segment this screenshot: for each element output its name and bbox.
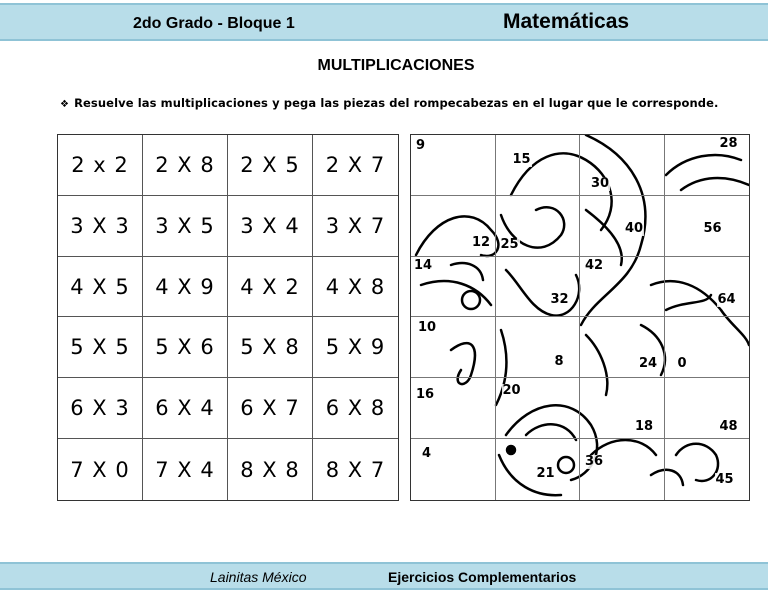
piece-number: 25	[500, 236, 519, 252]
operation-cell: 3 X 7	[313, 196, 398, 257]
piece-number: 32	[550, 291, 569, 307]
operation-cell: 8 X 8	[228, 439, 313, 500]
puzzle-grid	[411, 135, 749, 500]
piece-number: 45	[715, 472, 734, 488]
puzzle-piece[interactable]	[496, 439, 581, 500]
piece-number: 9	[416, 138, 426, 153]
piece-number: 21	[536, 466, 555, 482]
operations-grid	[57, 134, 399, 501]
puzzle-piece[interactable]	[580, 257, 665, 318]
puzzle-piece[interactable]	[411, 196, 496, 257]
operation-cell: 2 X 5	[228, 135, 313, 196]
puzzle-piece[interactable]	[580, 135, 665, 196]
header-band	[0, 3, 768, 41]
puzzle-piece[interactable]	[496, 257, 581, 318]
puzzle-piece[interactable]	[580, 439, 665, 500]
grade-label: 2do Grado - Bloque 1	[133, 15, 295, 32]
diamond-bullet-icon: ❖	[60, 99, 70, 110]
operation-cell: 6 X 3	[58, 378, 143, 439]
puzzle-piece[interactable]	[665, 378, 750, 439]
puzzle-piece[interactable]	[411, 135, 496, 196]
puzzle-piece[interactable]	[665, 135, 750, 196]
puzzle-piece[interactable]	[580, 317, 665, 378]
puzzle-piece[interactable]	[665, 257, 750, 318]
puzzle-piece[interactable]	[411, 439, 496, 500]
piece-number: 8	[554, 354, 564, 370]
operation-cell: 8 X 7	[325, 457, 386, 482]
operation-cell: 5 X 5	[58, 317, 143, 378]
operation-cell: 6 X 4	[143, 378, 228, 439]
piece-number: 40	[625, 220, 644, 236]
piece-number: 10	[418, 320, 437, 336]
piece-number: 24	[639, 356, 658, 372]
piece-number: 20	[502, 383, 521, 399]
piece-number: 15	[512, 152, 531, 167]
piece-number: 56	[703, 220, 722, 236]
footer-band	[0, 562, 768, 590]
operation-cell: 5 X 6	[143, 317, 228, 378]
operation-cell: 6 X 7	[228, 378, 313, 439]
piece-number: 14	[414, 257, 433, 273]
piece-number: 48	[719, 419, 738, 435]
piece-number: 0	[677, 356, 687, 372]
piece-number: 4	[422, 446, 432, 462]
puzzle-board	[410, 134, 750, 501]
footer-series: Ejercicios Complementarios	[388, 569, 577, 585]
operation-cell: 4 X 9	[143, 257, 228, 318]
piece-number: 42	[585, 257, 604, 273]
puzzle-piece[interactable]	[665, 439, 750, 500]
instruction	[60, 96, 718, 110]
operation-cell: 7 X 4	[143, 439, 228, 500]
puzzle-piece[interactable]	[496, 378, 581, 439]
puzzle-piece[interactable]	[665, 196, 750, 257]
operation-cell: 2 X 8	[143, 135, 228, 196]
piece-number: 64	[717, 291, 736, 307]
puzzle-piece[interactable]	[580, 196, 665, 257]
page-title: MULTIPLICACIONES	[317, 57, 475, 74]
subject-title: Matemáticas	[503, 10, 630, 33]
operation-cell: 2 X 7	[313, 135, 398, 196]
instruction-text: Resuelve las multiplicaciones y pega las piezas del rompecabezas en el lugar que le corresponde.	[74, 96, 719, 110]
operation-cell: 6 X 8	[313, 378, 398, 439]
puzzle-piece[interactable]	[496, 135, 581, 196]
operation-cell: 3 X 5	[143, 196, 228, 257]
puzzle-piece[interactable]	[496, 317, 581, 378]
puzzle-piece[interactable]	[580, 378, 665, 439]
piece-number: 16	[416, 387, 435, 403]
puzzle-piece[interactable]	[665, 317, 750, 378]
operation-cell: 7 X 0	[58, 439, 143, 500]
footer-author: Lainitas México	[210, 569, 307, 585]
operation-cell: 5 X 8	[228, 317, 313, 378]
puzzle-piece[interactable]	[411, 257, 496, 318]
operation-cell: 4 X 8	[313, 257, 398, 318]
piece-number: 30	[591, 176, 610, 191]
piece-number: 36	[585, 454, 604, 470]
operation-cell: 5 X 9	[313, 317, 398, 378]
operation-cell: 3 X 3	[58, 196, 143, 257]
piece-number: 12	[472, 234, 491, 250]
puzzle-piece[interactable]	[411, 378, 496, 439]
piece-number: 28	[719, 136, 738, 151]
operation-cell: 4 X 2	[228, 257, 313, 318]
puzzle-piece[interactable]	[496, 196, 581, 257]
operation-cell: 2 x 2	[58, 135, 143, 196]
puzzle-piece[interactable]	[411, 317, 496, 378]
operation-cell: 3 X 4	[228, 196, 313, 257]
operation-cell: 4 X 5	[58, 257, 143, 318]
piece-number: 18	[635, 419, 654, 435]
